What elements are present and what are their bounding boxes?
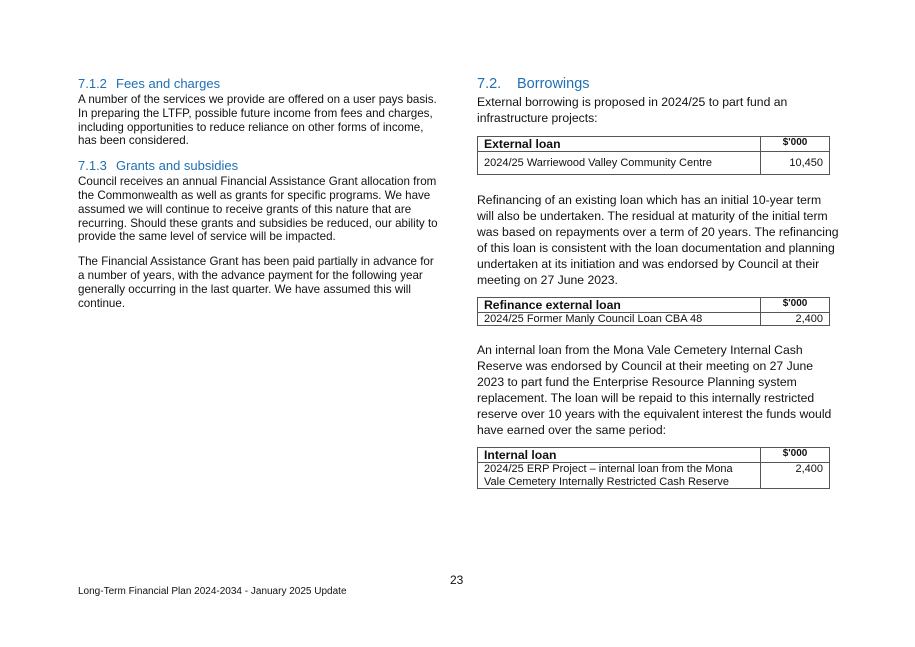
grants-section-number: 7.1.3 bbox=[78, 158, 107, 174]
external-loan-table bbox=[477, 136, 830, 175]
internal-loan-table bbox=[477, 447, 830, 489]
fees-heading bbox=[78, 76, 443, 91]
grants-paragraph-1: Council receives an annual Financial Assistance Grant allocation from the Commonwealth as well as grants for specific programs. We have assumed we will continue to receive grants of this nature that are recurring. Should these grants and subsidies be reduced, our ability to provide the same level of service will be impacted. bbox=[78, 175, 438, 244]
table-header-row bbox=[478, 298, 830, 313]
page-number: 23 bbox=[450, 573, 464, 587]
grants-section-title: Grants and subsidies bbox=[116, 158, 239, 174]
refinance-paragraph: Refinancing of an existing loan which has an initial 10-year term will also be undertaken. The residual at maturity of the initial term was based on repayments over a term of 20 years. The refinancing of this loan is consistent with the loan documentation and planning undertaken at its initiation and was endorsed by Council at their meeting on 27 June 2023. bbox=[477, 193, 839, 287]
fees-section-title: Fees and charges bbox=[116, 76, 221, 91]
right-column bbox=[477, 76, 839, 489]
table-cell-amount: 2,400 bbox=[761, 313, 830, 326]
table-row bbox=[478, 313, 830, 326]
fees-paragraph: A number of the services we provide are offered on a user pays basis. In preparing the LTFP, possible future income from fees and charges, including opportunities to reduce reliance on other forms of income, has been considered. bbox=[78, 93, 437, 148]
left-column bbox=[78, 76, 443, 310]
amount-header: $'000 bbox=[761, 298, 830, 313]
table-cell-amount: 2,400 bbox=[761, 463, 830, 489]
table-row bbox=[478, 152, 830, 175]
grants-heading bbox=[78, 158, 443, 173]
table-cell-label: 2024/25 Former Manly Council Loan CBA 48 bbox=[478, 313, 761, 326]
borrowings-section-title: Borrowings bbox=[517, 76, 590, 92]
amount-header: $'000 bbox=[761, 137, 830, 152]
table-header: Internal loan bbox=[478, 448, 761, 463]
table-header-row bbox=[478, 137, 830, 152]
borrowings-section-number: 7.2. bbox=[477, 76, 502, 92]
table-header: Refinance external loan bbox=[478, 298, 761, 313]
borrowings-intro: External borrowing is proposed in 2024/25 to part fund an infrastructure projects: bbox=[477, 95, 788, 125]
table-row bbox=[478, 463, 830, 489]
borrowings-heading bbox=[477, 76, 839, 92]
refinance-loan-table bbox=[477, 297, 830, 326]
table-cell-amount: 10,450 bbox=[761, 152, 830, 175]
grants-paragraph-2: The Financial Assistance Grant has been paid partially in advance for a number of years, with the advance payment for the following year generally occurring in the last quarter. We have assumed this will continue. bbox=[78, 255, 434, 310]
fees-section-number: 7.1.2 bbox=[78, 76, 107, 91]
amount-header: $'000 bbox=[761, 448, 830, 463]
table-header: External loan bbox=[478, 137, 761, 152]
table-header-row bbox=[478, 448, 830, 463]
table-cell-label: 2024/25 Warriewood Valley Community Centre bbox=[478, 152, 761, 175]
table-cell-label: 2024/25 ERP Project – internal loan from the Mona Vale Cemetery Internally Restricted Cash Reserve bbox=[478, 463, 761, 489]
internal-loan-paragraph: An internal loan from the Mona Vale Cemetery Internal Cash Reserve was endorsed by Council at their meeting on 27 June 2023 to part fund the Enterprise Resource Planning system replacement. The loan will be repaid to this internally restricted reserve over 10 years with the equivalent interest the funds would have earned over the same period: bbox=[477, 343, 832, 437]
page-footer: Long-Term Financial Plan 2024-2034 - January 2025 Update bbox=[78, 586, 347, 597]
